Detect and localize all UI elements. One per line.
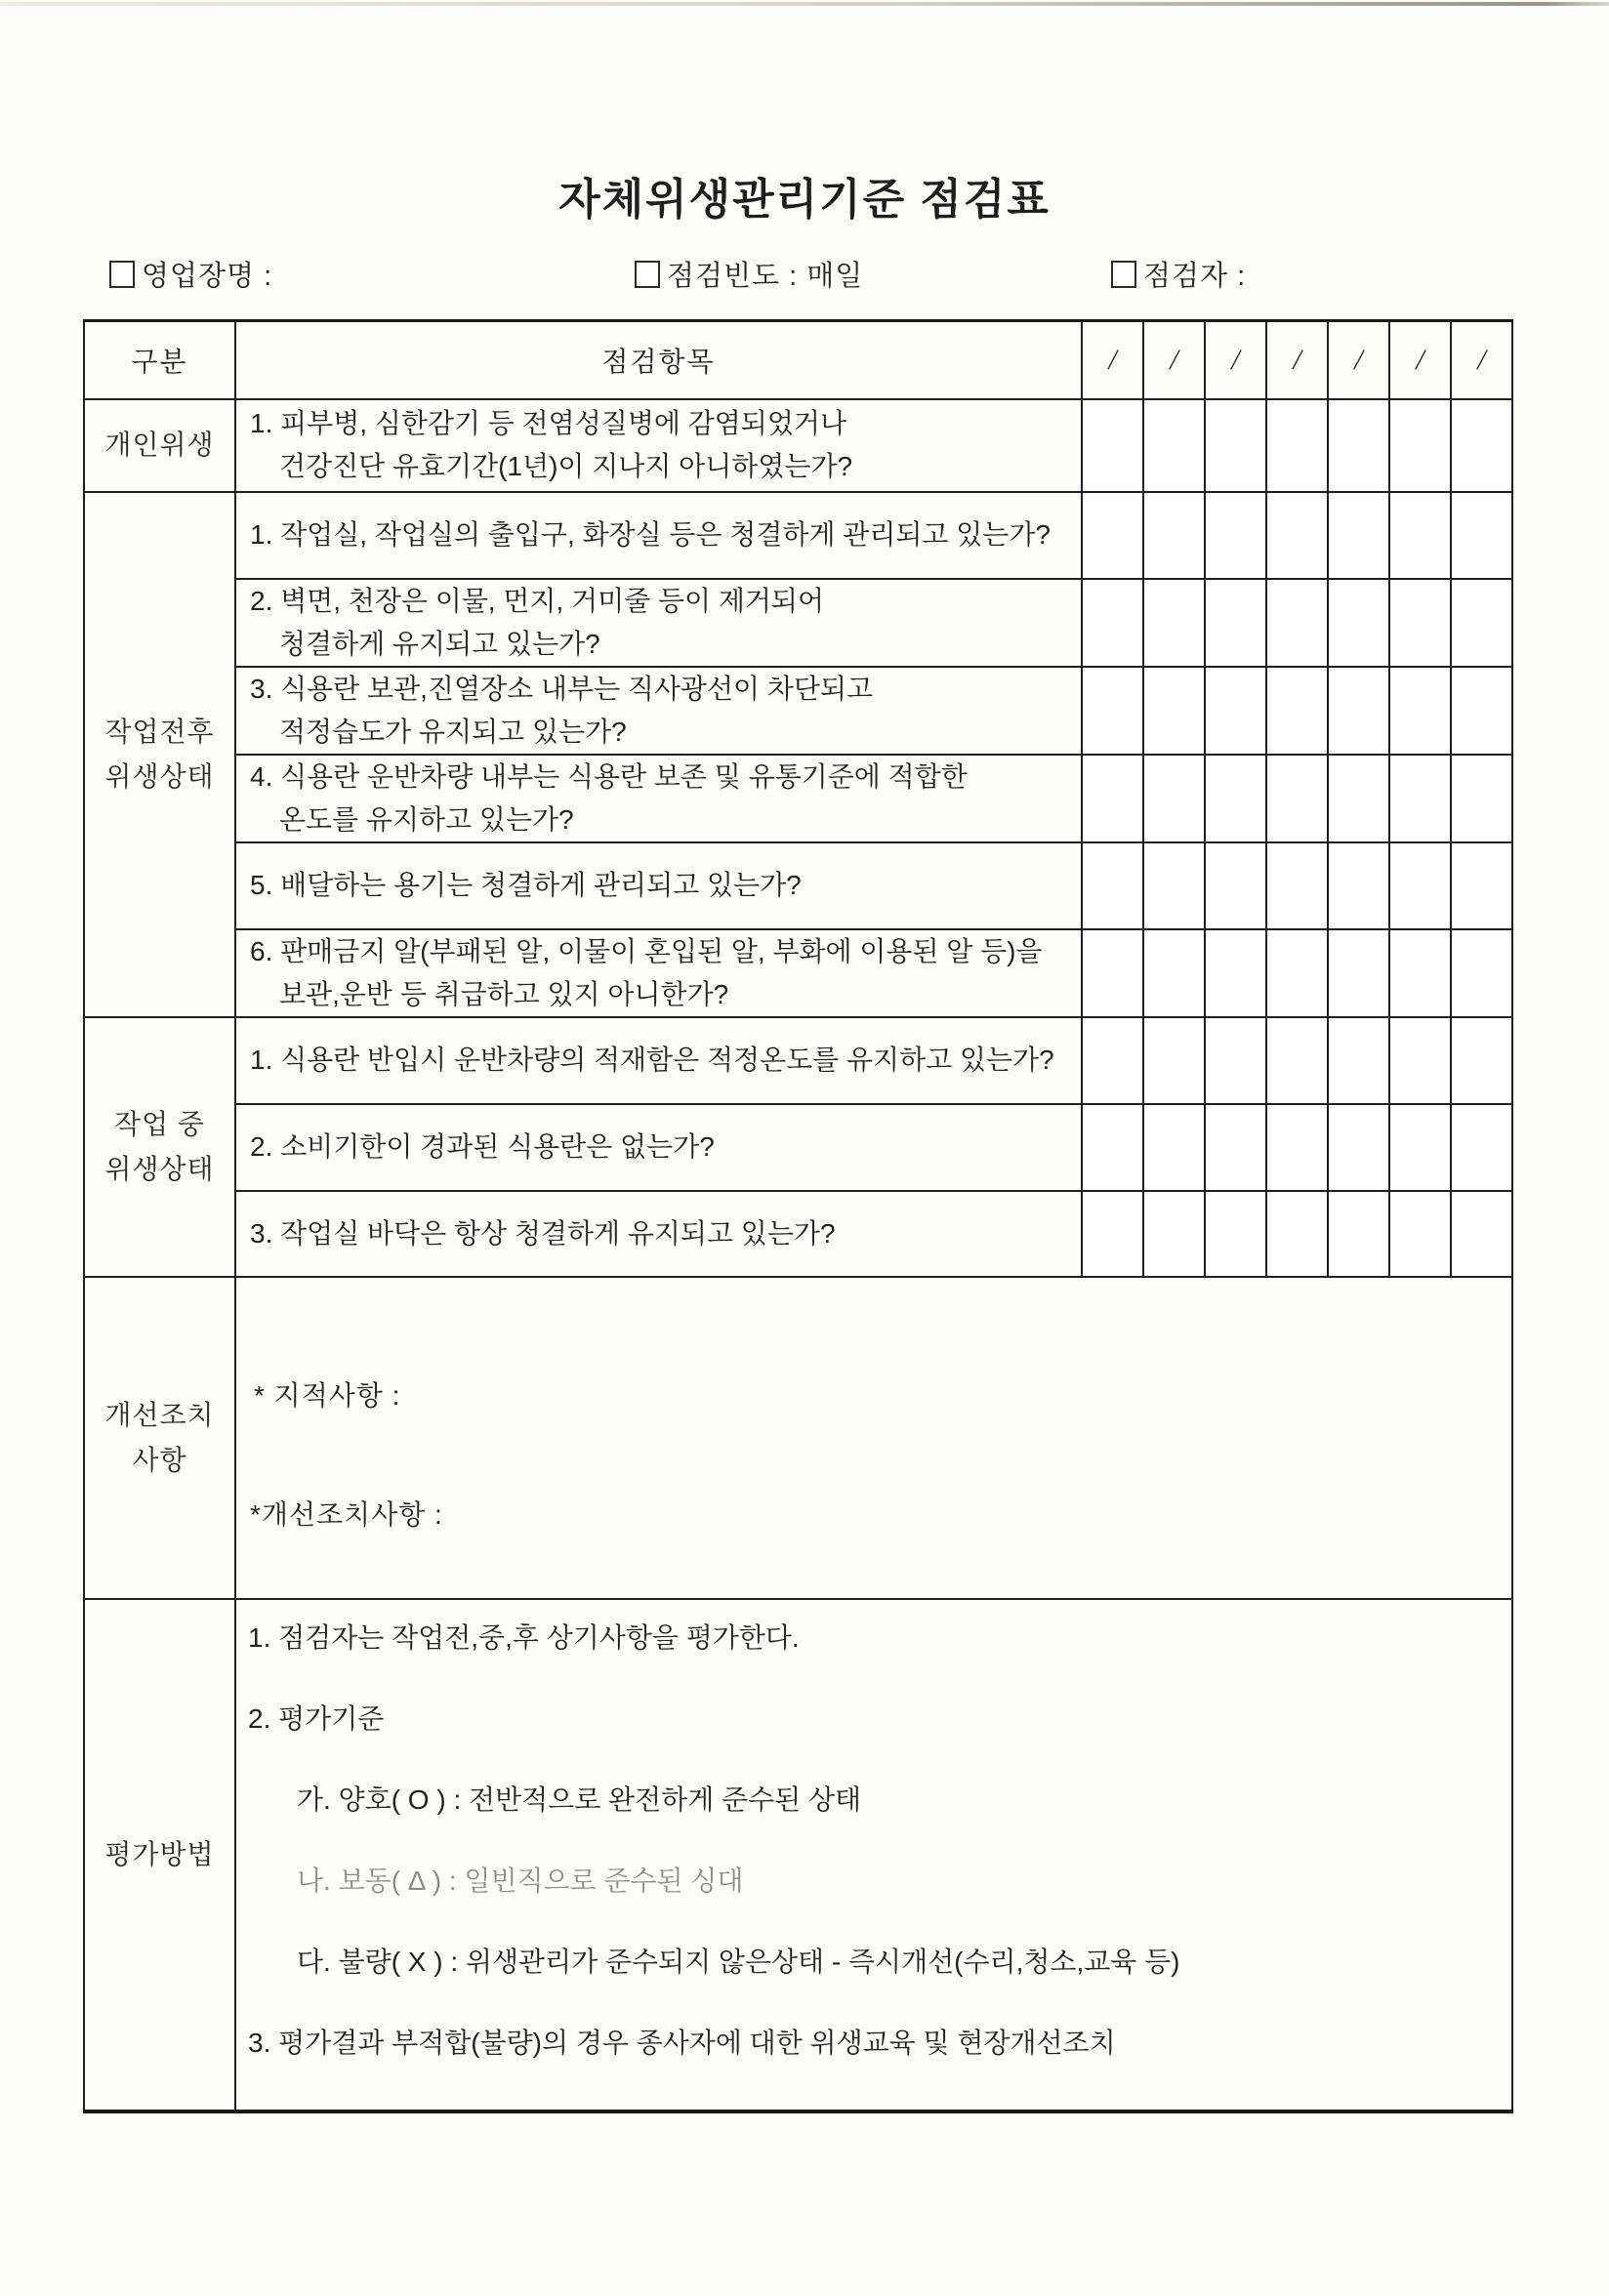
- check-cell[interactable]: [1266, 755, 1328, 842]
- check-cell[interactable]: [1266, 667, 1328, 755]
- check-cell[interactable]: [1143, 1104, 1205, 1191]
- business-name-field: [109, 254, 341, 294]
- page-title: 자체위생관리기준 점검표: [558, 176, 1051, 224]
- check-cell[interactable]: [1328, 929, 1389, 1017]
- check-cell[interactable]: [1205, 667, 1266, 755]
- check-cell[interactable]: [1205, 842, 1266, 929]
- inspection-frequency-field: [635, 254, 931, 294]
- header-fields: [0, 254, 1609, 297]
- check-cell[interactable]: [1082, 929, 1143, 1017]
- check-cell[interactable]: [1328, 492, 1389, 579]
- improvement-actions-label: *개선조치사항 :: [250, 1498, 443, 1530]
- check-cell[interactable]: [1389, 1017, 1451, 1104]
- date-column-header[interactable]: /: [1328, 321, 1389, 399]
- check-cell[interactable]: [1451, 579, 1512, 667]
- table-row: [84, 1017, 1512, 1104]
- check-cell[interactable]: [1205, 929, 1266, 1017]
- section-label-improvement: 개선조치 사항: [84, 1277, 235, 1599]
- inspector-field: [1111, 254, 1314, 294]
- table-row: [84, 842, 1512, 929]
- checklist-item: 5. 배달하는 용기는 청결하게 관리되고 있는가?: [235, 842, 1082, 929]
- table-row: [84, 929, 1512, 1017]
- check-cell[interactable]: [1266, 929, 1328, 1017]
- date-column-header[interactable]: /: [1205, 321, 1266, 399]
- check-cell[interactable]: [1451, 1104, 1512, 1191]
- check-cell[interactable]: [1328, 579, 1389, 667]
- check-cell[interactable]: [1205, 399, 1266, 492]
- check-cell[interactable]: [1205, 755, 1266, 842]
- scan-artifact: [0, 2, 1609, 6]
- check-cell[interactable]: [1266, 492, 1328, 579]
- check-cell[interactable]: [1143, 929, 1205, 1017]
- evaluation-line: 1. 점검자는 작업전,중,후 상기사항을 평가한다.: [248, 1621, 800, 1653]
- table-row: [84, 1191, 1512, 1277]
- checklist-item: 2. 소비기한이 경과된 식용란은 없는가?: [235, 1104, 1082, 1191]
- pointed-out-items-label: * 지적사항 :: [254, 1379, 401, 1411]
- evaluation-line: 나. 보동( Δ ) : 일빈직으로 준수된 싱대: [297, 1865, 744, 1896]
- check-cell[interactable]: [1328, 399, 1389, 492]
- inspection-frequency-label: 점검빈도 : 매일: [667, 261, 864, 292]
- checklist-item: 3. 식용란 보관,진열장소 내부는 직사광선이 차단되고 적정습도가 유지되고 있는가?: [235, 667, 1082, 755]
- check-cell[interactable]: [1328, 842, 1389, 929]
- checklist-item: 4. 식용란 운반차량 내부는 식용란 보존 및 유통기준에 적합한 온도를 유지하고 있는가?: [235, 755, 1082, 842]
- check-cell[interactable]: [1205, 1104, 1266, 1191]
- evaluation-line: 다. 불량( X ) : 위생관리가 준수되지 않은상태 - 즉시개선(수리,청소,교육 등): [297, 1946, 1180, 1977]
- date-column-header[interactable]: /: [1389, 321, 1451, 399]
- check-cell[interactable]: [1389, 929, 1451, 1017]
- table-row: [84, 492, 1512, 579]
- check-cell[interactable]: [1266, 1017, 1328, 1104]
- check-cell[interactable]: [1451, 842, 1512, 929]
- check-cell[interactable]: [1143, 1017, 1205, 1104]
- checklist-item: 3. 작업실 바닥은 항상 청결하게 유지되고 있는가?: [235, 1191, 1082, 1277]
- check-cell[interactable]: [1451, 667, 1512, 755]
- check-cell[interactable]: [1389, 1104, 1451, 1191]
- table-row: [84, 1277, 1512, 1599]
- check-cell[interactable]: [1082, 579, 1143, 667]
- check-cell[interactable]: [1389, 399, 1451, 492]
- check-cell[interactable]: [1389, 492, 1451, 579]
- checkbox-icon[interactable]: [635, 261, 660, 288]
- check-cell[interactable]: [1082, 1104, 1143, 1191]
- column-header-items: 점검항목: [235, 321, 1082, 399]
- check-cell[interactable]: [1082, 667, 1143, 755]
- check-cell[interactable]: [1143, 755, 1205, 842]
- check-cell[interactable]: [1451, 755, 1512, 842]
- check-cell[interactable]: [1082, 1191, 1143, 1277]
- date-column-header[interactable]: /: [1082, 321, 1143, 399]
- check-cell[interactable]: [1266, 399, 1328, 492]
- check-cell[interactable]: [1389, 842, 1451, 929]
- checklist-item: 1. 식용란 반입시 운반차량의 적재함은 적정온도를 유지하고 있는가?: [235, 1017, 1082, 1104]
- table-header-row: [84, 321, 1512, 399]
- check-cell[interactable]: [1143, 579, 1205, 667]
- inspector-label: 점검자 :: [1143, 261, 1247, 292]
- check-cell[interactable]: [1205, 579, 1266, 667]
- check-cell[interactable]: [1266, 1191, 1328, 1277]
- table-row: [84, 1599, 1512, 2112]
- check-cell[interactable]: [1451, 929, 1512, 1017]
- table-row: [84, 399, 1512, 492]
- section-label-before-after-work: 작업전후 위생상태: [84, 492, 235, 1017]
- improvement-notes-cell[interactable]: [235, 1277, 1512, 1599]
- evaluation-line: 2. 평가기준: [248, 1702, 385, 1734]
- check-cell[interactable]: [1389, 1191, 1451, 1277]
- checkbox-icon[interactable]: [109, 261, 135, 288]
- check-cell[interactable]: [1205, 1017, 1266, 1104]
- table-row: [84, 579, 1512, 667]
- check-cell[interactable]: [1328, 1104, 1389, 1191]
- section-label-personal-hygiene: 개인위생: [84, 399, 235, 492]
- checklist-item: 1. 피부병, 심한감기 등 전염성질병에 감염되었거나 건강진단 유효기간(1년)이 지나지 아니하였는가?: [235, 399, 1082, 492]
- check-cell[interactable]: [1143, 1191, 1205, 1277]
- check-cell[interactable]: [1143, 399, 1205, 492]
- checkbox-icon[interactable]: [1111, 261, 1136, 288]
- check-cell[interactable]: [1328, 1017, 1389, 1104]
- check-cell[interactable]: [1328, 755, 1389, 842]
- check-cell[interactable]: [1389, 755, 1451, 842]
- evaluation-line: 3. 평가결과 부적합(불량)의 경우 종사자에 대한 위생교육 및 현장개선조치: [248, 2027, 1116, 2058]
- section-label-during-work: 작업 중 위생상태: [84, 1017, 235, 1277]
- check-cell[interactable]: [1082, 842, 1143, 929]
- checklist-item: 2. 벽면, 천장은 이물, 먼지, 거미줄 등이 제거되어 청결하게 유지되고 있는가?: [235, 579, 1082, 667]
- check-cell[interactable]: [1143, 667, 1205, 755]
- checklist-table: [83, 319, 1513, 2113]
- section-label-evaluation-method: 평가방법: [84, 1599, 235, 2112]
- checklist-item: 1. 작업실, 작업실의 출입구, 화장실 등은 청결하게 관리되고 있는가?: [235, 492, 1082, 579]
- evaluation-method-cell: [235, 1599, 1512, 2112]
- check-cell[interactable]: [1205, 1191, 1266, 1277]
- check-cell[interactable]: [1266, 1104, 1328, 1191]
- check-cell[interactable]: [1451, 1191, 1512, 1277]
- table-row: [84, 667, 1512, 755]
- evaluation-line: 가. 양호( O ) : 전반적으로 완전하게 준수된 상태: [297, 1784, 862, 1815]
- check-cell[interactable]: [1389, 667, 1451, 755]
- check-cell[interactable]: [1451, 1017, 1512, 1104]
- column-header-category: 구분: [84, 321, 235, 399]
- check-cell[interactable]: [1082, 399, 1143, 492]
- table-row: [84, 755, 1512, 842]
- business-name-label: 영업장명 :: [142, 261, 273, 292]
- check-cell[interactable]: [1205, 492, 1266, 579]
- check-cell[interactable]: [1082, 755, 1143, 842]
- check-cell[interactable]: [1266, 842, 1328, 929]
- date-column-header[interactable]: /: [1266, 321, 1328, 399]
- check-cell[interactable]: [1082, 1017, 1143, 1104]
- check-cell[interactable]: [1389, 579, 1451, 667]
- checklist-item: 6. 판매금지 알(부패된 알, 이물이 혼입된 알, 부화에 이용된 알 등)을 보관,운반 등 취급하고 있지 아니한가?: [235, 929, 1082, 1017]
- check-cell[interactable]: [1143, 492, 1205, 579]
- check-cell[interactable]: [1451, 492, 1512, 579]
- check-cell[interactable]: [1082, 492, 1143, 579]
- check-cell[interactable]: [1143, 842, 1205, 929]
- date-column-header[interactable]: /: [1451, 321, 1512, 399]
- check-cell[interactable]: [1328, 1191, 1389, 1277]
- table-row: [84, 1104, 1512, 1191]
- check-cell[interactable]: [1328, 667, 1389, 755]
- date-column-header[interactable]: /: [1143, 321, 1205, 399]
- check-cell[interactable]: [1266, 579, 1328, 667]
- check-cell[interactable]: [1451, 399, 1512, 492]
